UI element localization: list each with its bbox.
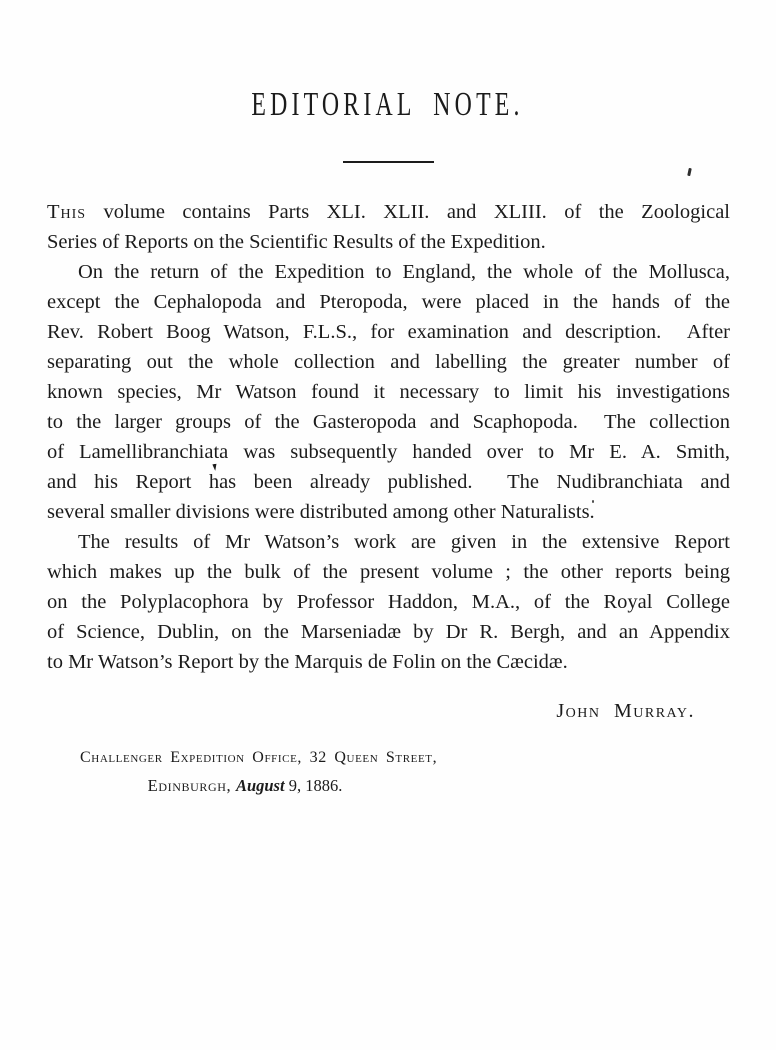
office-address-line: Challenger Expedition Office, 32 Queen Street, (80, 749, 438, 766)
lead-word-smallcaps: This (47, 201, 87, 223)
signature-john-murray: John Murray. (556, 700, 695, 722)
text-line: Rev. Robert Boog Watson, F.L.S., for examination and description. After (47, 321, 730, 343)
colophon (80, 748, 438, 796)
text-line: separating out the whole collection and labelling the greater number of (47, 351, 730, 373)
text-line: except the Cephalopoda and Pteropoda, were placed in the hands of the (47, 291, 730, 313)
text-line: to Mr Watson’s Report by the Marquis de Folin on the Cæcidæ. (47, 651, 568, 673)
place-date-segment: 9, 1886. (284, 776, 343, 795)
text-line: to the larger groups of the Gasteropoda and Scaphopoda. The collection (47, 411, 730, 433)
text-line: which makes up the bulk of the present volume ; the other reports being (47, 561, 730, 583)
title-divider-rule (343, 161, 434, 163)
place-date-segment: August (235, 776, 285, 795)
text-line: On the return of the Expedition to England, the whole of the Mollusca, (78, 261, 730, 283)
text-line: known species, Mr Watson found it necessary to limit his investigations (47, 381, 730, 403)
text-line: This volume contains Parts XLI. XLII. and XLIII. of the Zoological (47, 201, 730, 223)
text-line: and his Report has been already published. The Nudibranchiata and (47, 471, 730, 493)
place-date-segment: Edinburgh, (147, 776, 236, 795)
page-title (0, 86, 776, 124)
page-title-text: EDITORIAL NOTE. (251, 86, 525, 123)
text-line: The results of Mr Watson’s work are given in the extensive Report (78, 531, 730, 553)
place-date-line (80, 776, 410, 796)
text-line: Series of Reports on the Scientific Results of the Expedition. (47, 231, 546, 253)
text-line: of Science, Dublin, on the Marseniadæ by Dr R. Bergh, and an Appendix (47, 621, 730, 643)
text-line: several smaller divisions were distributed among other Naturalists. (47, 501, 595, 523)
scan-speck-tick (687, 168, 692, 176)
body-text (47, 197, 730, 677)
text-line: of Lamellibranchiata was subsequently handed over to Mr E. A. Smith, (47, 441, 730, 463)
text-line: on the Polyplacophora by Professor Haddon, M.A., of the Royal College (47, 591, 730, 613)
